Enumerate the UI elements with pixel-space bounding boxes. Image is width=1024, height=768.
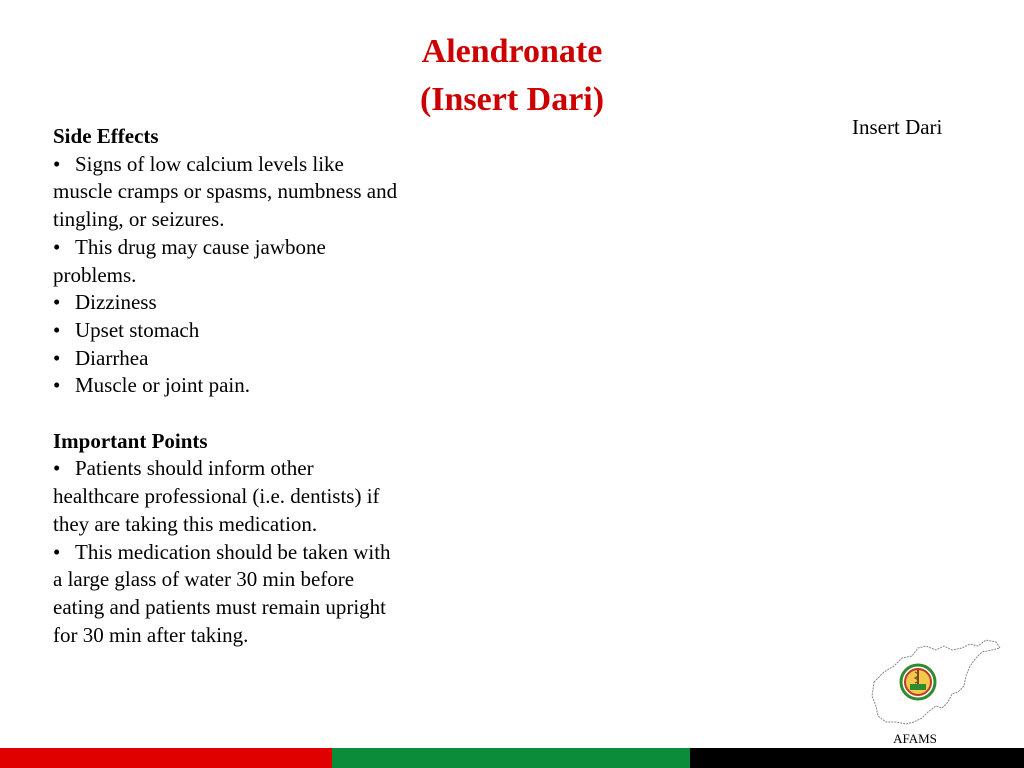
side-effect-item: • Diarrhea xyxy=(53,345,398,373)
bullet-icon: • xyxy=(53,373,61,398)
emblem-book xyxy=(910,684,926,690)
bullet-icon: • xyxy=(53,539,61,564)
flag-bar-black xyxy=(690,748,1024,768)
afghanistan-map-emblem-icon xyxy=(866,636,1002,732)
side-effect-item: • Upset stomach xyxy=(53,317,398,345)
important-point-item: • This medication should be taken with a large glass of water 30 min before eating and patients must remain upright for 30 min after taking. xyxy=(53,539,391,647)
important-points-heading: Important Points xyxy=(53,428,208,453)
bullet-icon: • xyxy=(53,317,61,342)
side-effect-item: • Dizziness xyxy=(53,289,398,317)
bullet-icon: • xyxy=(53,456,61,481)
title-line-drug-name: Alendronate xyxy=(421,33,603,70)
bullet-icon: • xyxy=(53,345,61,370)
bullet-icon: • xyxy=(53,234,61,259)
flag-color-bar xyxy=(0,748,1024,768)
section-spacer xyxy=(53,400,398,428)
side-effect-item: • Signs of low calcium levels like muscle cramps or spasms, numbness and tingling, or seizures. xyxy=(53,151,398,232)
side-effects-heading: Side Effects xyxy=(53,124,159,148)
slide-body xyxy=(53,123,398,649)
dari-placeholder-note: Insert Dari xyxy=(852,115,943,139)
slide-title xyxy=(0,28,1024,124)
side-effect-item: • This drug may cause jawbone problems. xyxy=(53,234,326,287)
logo-label: AFAMS xyxy=(893,731,937,746)
important-point-item: • Patients should inform other healthcare professional (i.e. dentists) if they are taking this medication. xyxy=(53,456,380,536)
bullet-icon: • xyxy=(53,290,61,315)
title-line-dari-placeholder: (Insert Dari) xyxy=(419,81,605,118)
flag-bar-red xyxy=(0,748,332,768)
side-effect-item: • Muscle or joint pain. xyxy=(53,372,398,400)
flag-bar-green xyxy=(332,748,690,768)
bullet-icon: • xyxy=(53,151,61,176)
